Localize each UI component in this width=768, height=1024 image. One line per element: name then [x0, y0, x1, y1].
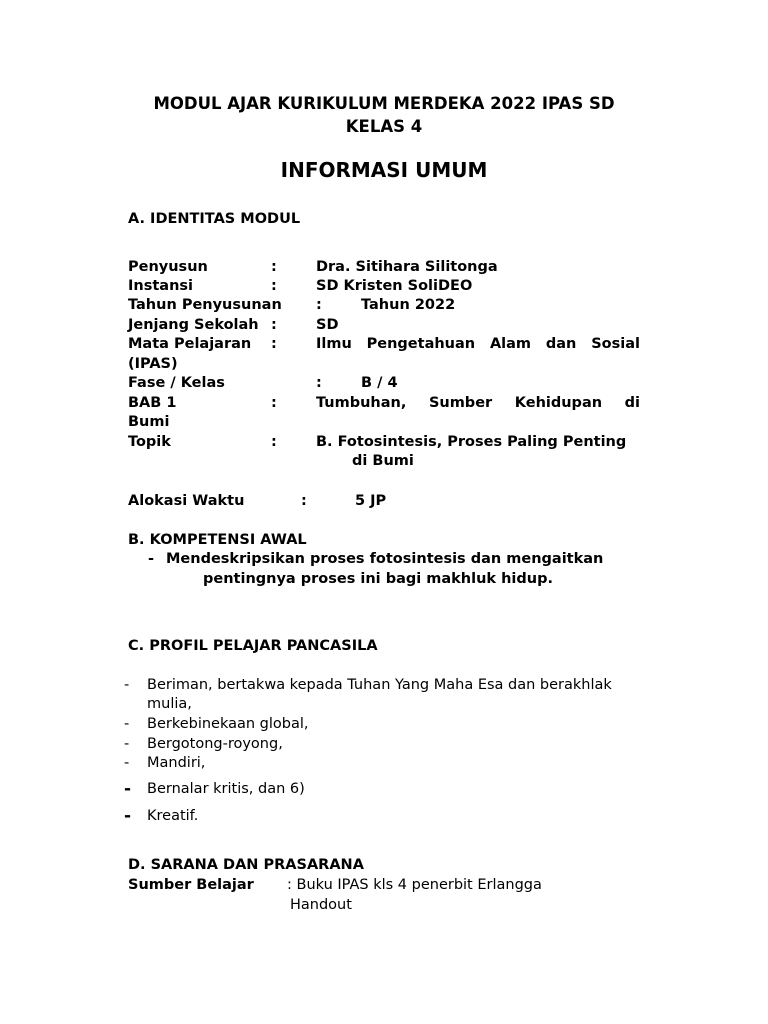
- penyusun-colon: :: [271, 259, 277, 275]
- mapel-label: Mata Pelajaran: [128, 336, 252, 352]
- profil-dash: -: [124, 677, 130, 693]
- kompetensi-bullet: -: [148, 551, 155, 567]
- jenjang-label: Jenjang Sekolah: [128, 317, 259, 333]
- sumber-belajar-value-2: Handout: [290, 897, 352, 913]
- document-title-line1: MODUL AJAR KURIKULUM MERDEKA 2022 IPAS SD: [153, 94, 615, 113]
- mapel-value: [316, 336, 640, 352]
- document-title-line2: KELAS 4: [345, 117, 423, 136]
- bab-value: [316, 395, 640, 411]
- profil-item: Mandiri,: [147, 755, 206, 771]
- fase-value: B / 4: [361, 375, 398, 391]
- sumber-belajar-value: : Buku IPAS kls 4 penerbit Erlangga: [287, 877, 542, 893]
- mapel-word: Pengetahuan: [366, 336, 476, 352]
- alokasi-value: 5 JP: [355, 493, 387, 509]
- mapel-colon: :: [271, 336, 277, 352]
- jenjang-colon: :: [271, 317, 277, 333]
- tahun-label: Tahun Penyusunan: [128, 297, 282, 313]
- fase-colon: :: [316, 375, 322, 391]
- mapel-word: Alam: [489, 336, 532, 352]
- bab-colon: :: [271, 395, 277, 411]
- instansi-value: SD Kristen SoliDEO: [316, 278, 473, 294]
- section-b-heading: B. KOMPETENSI AWAL: [128, 532, 307, 548]
- sumber-belajar-label: Sumber Belajar: [128, 877, 254, 893]
- kompetensi-line2: pentingnya proses ini bagi makhluk hidup.: [203, 571, 553, 587]
- document-subtitle: INFORMASI UMUM: [280, 158, 488, 182]
- kompetensi-line1: Mendeskripsikan proses fotosintesis dan mengaitkan: [166, 551, 604, 567]
- penyusun-label: Penyusun: [128, 259, 208, 275]
- profil-dash: -: [124, 779, 132, 799]
- tahun-colon: :: [316, 297, 322, 313]
- topik-label: Topik: [128, 434, 171, 450]
- profil-dash: -: [124, 716, 130, 732]
- bab-label-2: Bumi: [128, 414, 170, 430]
- profil-item: Bernalar kritis, dan 6): [147, 781, 305, 797]
- profil-item: Berkebinekaan global,: [147, 716, 309, 732]
- bab-word: di: [624, 395, 640, 411]
- section-d-heading: D. SARANA DAN PRASARANA: [128, 857, 364, 873]
- mapel-label-2: (IPAS): [128, 356, 178, 372]
- profil-dash: -: [124, 736, 130, 752]
- bab-label: BAB 1: [128, 395, 177, 411]
- profil-item: Beriman, bertakwa kepada Tuhan Yang Maha Esa dan berakhlak: [147, 677, 612, 693]
- fase-label: Fase / Kelas: [128, 375, 225, 391]
- profil-item: Bergotong-royong,: [147, 736, 283, 752]
- topik-colon: :: [271, 434, 277, 450]
- profil-item: Kreatif.: [147, 808, 199, 824]
- jenjang-value: SD: [316, 317, 339, 333]
- topik-value-2: di Bumi: [352, 453, 414, 469]
- alokasi-label: Alokasi Waktu: [128, 493, 245, 509]
- bab-word: Sumber: [428, 395, 493, 411]
- profil-item-cont: mulia,: [147, 696, 192, 712]
- alokasi-colon: :: [301, 493, 307, 509]
- profil-dash: -: [124, 806, 132, 826]
- mapel-word: Sosial: [591, 336, 640, 352]
- topik-value: B. Fotosintesis, Proses Paling Penting: [316, 434, 627, 450]
- section-a-heading: A. IDENTITAS MODUL: [128, 211, 301, 227]
- mapel-word: dan: [545, 336, 577, 352]
- instansi-label: Instansi: [128, 278, 193, 294]
- instansi-colon: :: [271, 278, 277, 294]
- bab-word: Tumbuhan,: [316, 395, 407, 411]
- section-c-heading: C. PROFIL PELAJAR PANCASILA: [128, 638, 378, 654]
- tahun-value: Tahun 2022: [361, 297, 456, 313]
- mapel-word: Ilmu: [316, 336, 352, 352]
- profil-dash: -: [124, 755, 130, 771]
- penyusun-value: Dra. Sitihara Silitonga: [316, 259, 498, 275]
- bab-word: Kehidupan: [514, 395, 603, 411]
